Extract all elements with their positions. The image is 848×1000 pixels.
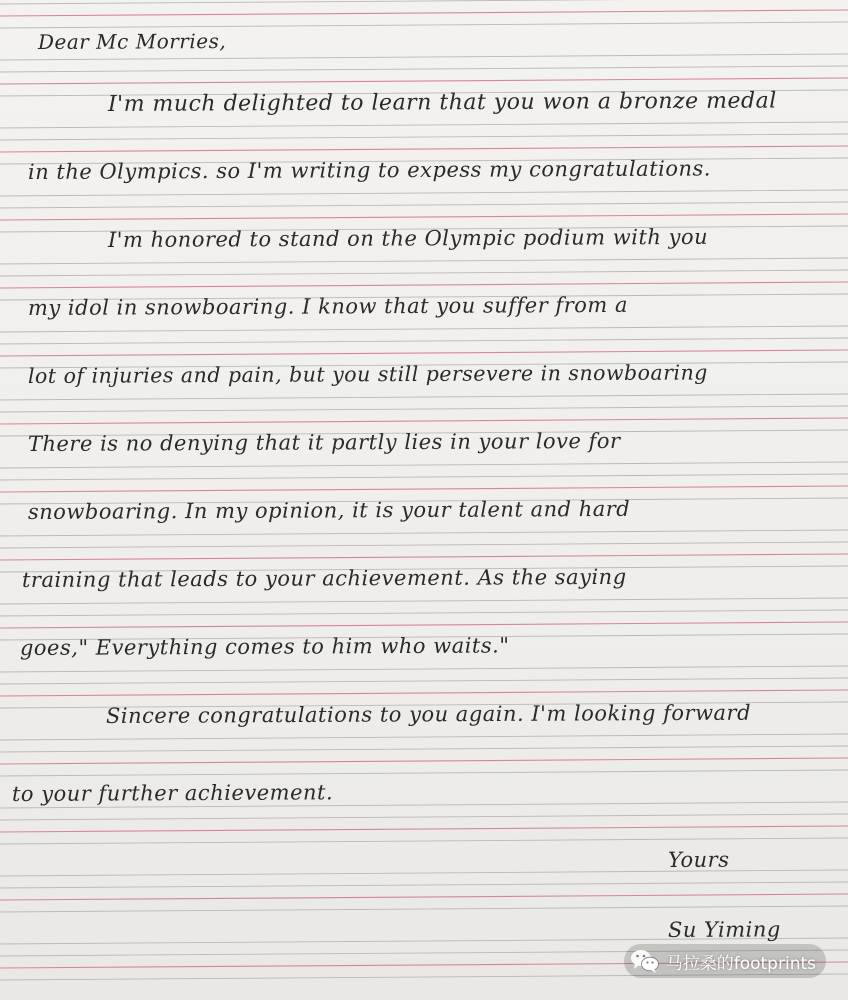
- letter-line: Sincere congratulations to you again. I'm looking forward: [105, 700, 752, 728]
- letter-line: goes," Everything comes to him who waits.": [19, 633, 510, 660]
- letter-line: I'm much delighted to learn that you won a bronze medal: [107, 88, 777, 117]
- red-rule-line: [0, 350, 848, 356]
- gray-rule-line: [0, 0, 848, 4]
- red-rule-line: [0, 78, 848, 84]
- gray-rule-line: [0, 122, 848, 128]
- closing: Yours: [667, 847, 730, 872]
- gray-rule-line: [0, 134, 848, 140]
- red-rule-line: [0, 10, 848, 16]
- gray-rule-line: [0, 610, 848, 616]
- gray-rule-line: [0, 838, 848, 844]
- red-rule-line: [0, 826, 848, 832]
- letter-line: in the Olympics. so I'm writing to expess my congratulations.: [27, 156, 712, 184]
- gray-rule-line: [0, 814, 848, 820]
- gray-rule-line: [0, 678, 848, 684]
- gray-rule-line: [0, 54, 848, 60]
- red-rule-line: [0, 690, 848, 696]
- gray-rule-line: [0, 734, 848, 740]
- gray-rule-line: [0, 190, 848, 196]
- red-rule-line: [0, 758, 848, 764]
- wechat-icon: [630, 948, 660, 974]
- gray-rule-line: [0, 530, 848, 536]
- letter-line: snowboaring. In my opinion, it is your talent and hard: [27, 496, 631, 524]
- letter-line: training that leads to your achievement. As the saying: [21, 564, 627, 592]
- red-rule-line: [0, 554, 848, 560]
- gray-rule-line: [0, 270, 848, 276]
- red-rule-line: [0, 418, 848, 424]
- red-rule-line: [0, 894, 848, 900]
- gray-rule-line: [0, 462, 848, 468]
- gray-rule-line: [0, 202, 848, 208]
- gray-rule-line: [0, 666, 848, 672]
- gray-rule-line: [0, 258, 848, 264]
- letter-line: There is no denying that it partly lies in your love for: [27, 428, 621, 456]
- gray-rule-line: [0, 406, 848, 412]
- red-rule-line: [0, 282, 848, 288]
- letter-line: lot of injuries and pain, but you still persevere in snowboaring: [27, 360, 708, 388]
- gray-rule-line: [0, 882, 848, 888]
- red-rule-line: [0, 214, 848, 220]
- gray-rule-line: [0, 338, 848, 344]
- gray-rule-line: [0, 66, 848, 72]
- letter-line: my idol in snowboaring. I know that you suffer from a: [27, 292, 629, 320]
- letter-line: to your further achievement.: [11, 780, 334, 806]
- watermark: [624, 944, 826, 978]
- signature: Su Yiming: [667, 917, 781, 942]
- watermark-text: 马拉桑的footprints: [665, 953, 816, 974]
- red-rule-line: [0, 486, 848, 492]
- salutation: Dear Mc Morries,: [37, 29, 227, 54]
- gray-rule-line: [0, 394, 848, 400]
- gray-rule-line: [0, 22, 848, 28]
- gray-rule-line: [0, 326, 848, 332]
- gray-rule-line: [0, 770, 848, 776]
- gray-rule-line: [0, 746, 848, 752]
- red-rule-line: [0, 622, 848, 628]
- gray-rule-line: [0, 906, 848, 912]
- red-rule-line: [0, 146, 848, 152]
- gray-rule-line: [0, 474, 848, 480]
- gray-rule-line: [0, 542, 848, 548]
- gray-rule-line: [0, 598, 848, 604]
- letter-line: I'm honored to stand on the Olympic podium with you: [107, 224, 709, 252]
